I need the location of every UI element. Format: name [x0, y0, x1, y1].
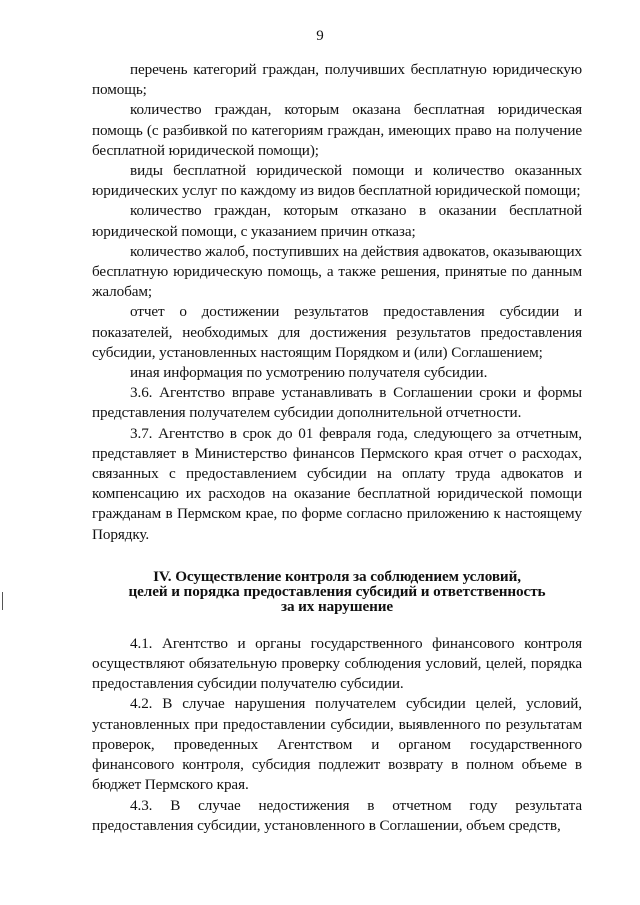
paragraph-list-item: количество жалоб, поступивших на действия адвокатов, оказывающих бесплатную юридическую помощь, а также решения, принятые по данным жалобам; [92, 242, 582, 301]
document-body [92, 60, 582, 836]
paragraph-list-item: количество граждан, которым оказана бесплатная юридическая помощь (с разбивкой по категориям граждан, имеющих право на получение бесплатной юридической помощи); [92, 101, 582, 159]
paragraph-list-item: отчет о достижении результатов предоставления субсидии и показателей, необходимых для достижения результатов предоставления субсидии, установленных настоящим Порядком и (или) Соглашением; [92, 303, 582, 361]
paragraph-clause-3-6: 3.6. Агентство вправе устанавливать в Соглашении сроки и формы представления получателем субсидии дополнительной отчетности. [92, 384, 582, 422]
paragraph-list-item: виды бесплатной юридической помощи и количество оказанных юридических услуг по каждому из видов бесплатной юридической помощи; [92, 162, 582, 200]
paragraph-clause-3-7: 3.7. Агентство в срок до 01 февраля года, следующего за отчетным, представляет в Министерство финансов Пермского края отчет о расходах, связанных с предоставлением субсидии на оплату труда адвокатов и компенсацию их расходов на оказание бесплатной юридической помощи гражданам в Пермском крае, по форме согласно приложению к настоящему Порядку. [92, 424, 582, 543]
paragraph-clause-4-2: 4.2. В случае нарушения получателем субсидии целей, условий, установленных при предоставлении субсидии, выявленного по результатам проверок, проведенных Агентством и органом государственного финансового контроля, субсидия подлежит возврату в полном объеме в бюджет Пермского края. [92, 695, 582, 794]
section-heading-line: за их нарушение [280, 597, 394, 615]
page-number: 9 [316, 28, 324, 44]
paragraph-list-item: количество граждан, которым отказано в оказании бесплатной юридической помощи, с указанием причин отказа; [92, 202, 582, 240]
paragraph-list-item: иная информация по усмотрению получателя субсидии. [130, 364, 488, 382]
paragraph-list-item: перечень категорий граждан, получивших бесплатную юридическую помощь; [92, 61, 582, 99]
paragraph-clause-4-3: 4.3. В случае недостижения в отчетном году результата предоставления субсидии, установленного в Соглашении, объем средств, [92, 796, 582, 834]
margin-mark [2, 592, 3, 610]
section-heading-line: IV. Осуществление контроля за соблюдением условий, [153, 567, 521, 585]
paragraph-clause-4-1: 4.1. Агентство и органы государственного финансового контроля осуществляют обязательную проверку соблюдения условий, целей, порядка предоставления субсидии получателю субсидии. [92, 634, 582, 693]
section-heading-line: целей и порядка предоставления субсидий и ответственность [128, 582, 546, 600]
section-heading [92, 569, 582, 614]
